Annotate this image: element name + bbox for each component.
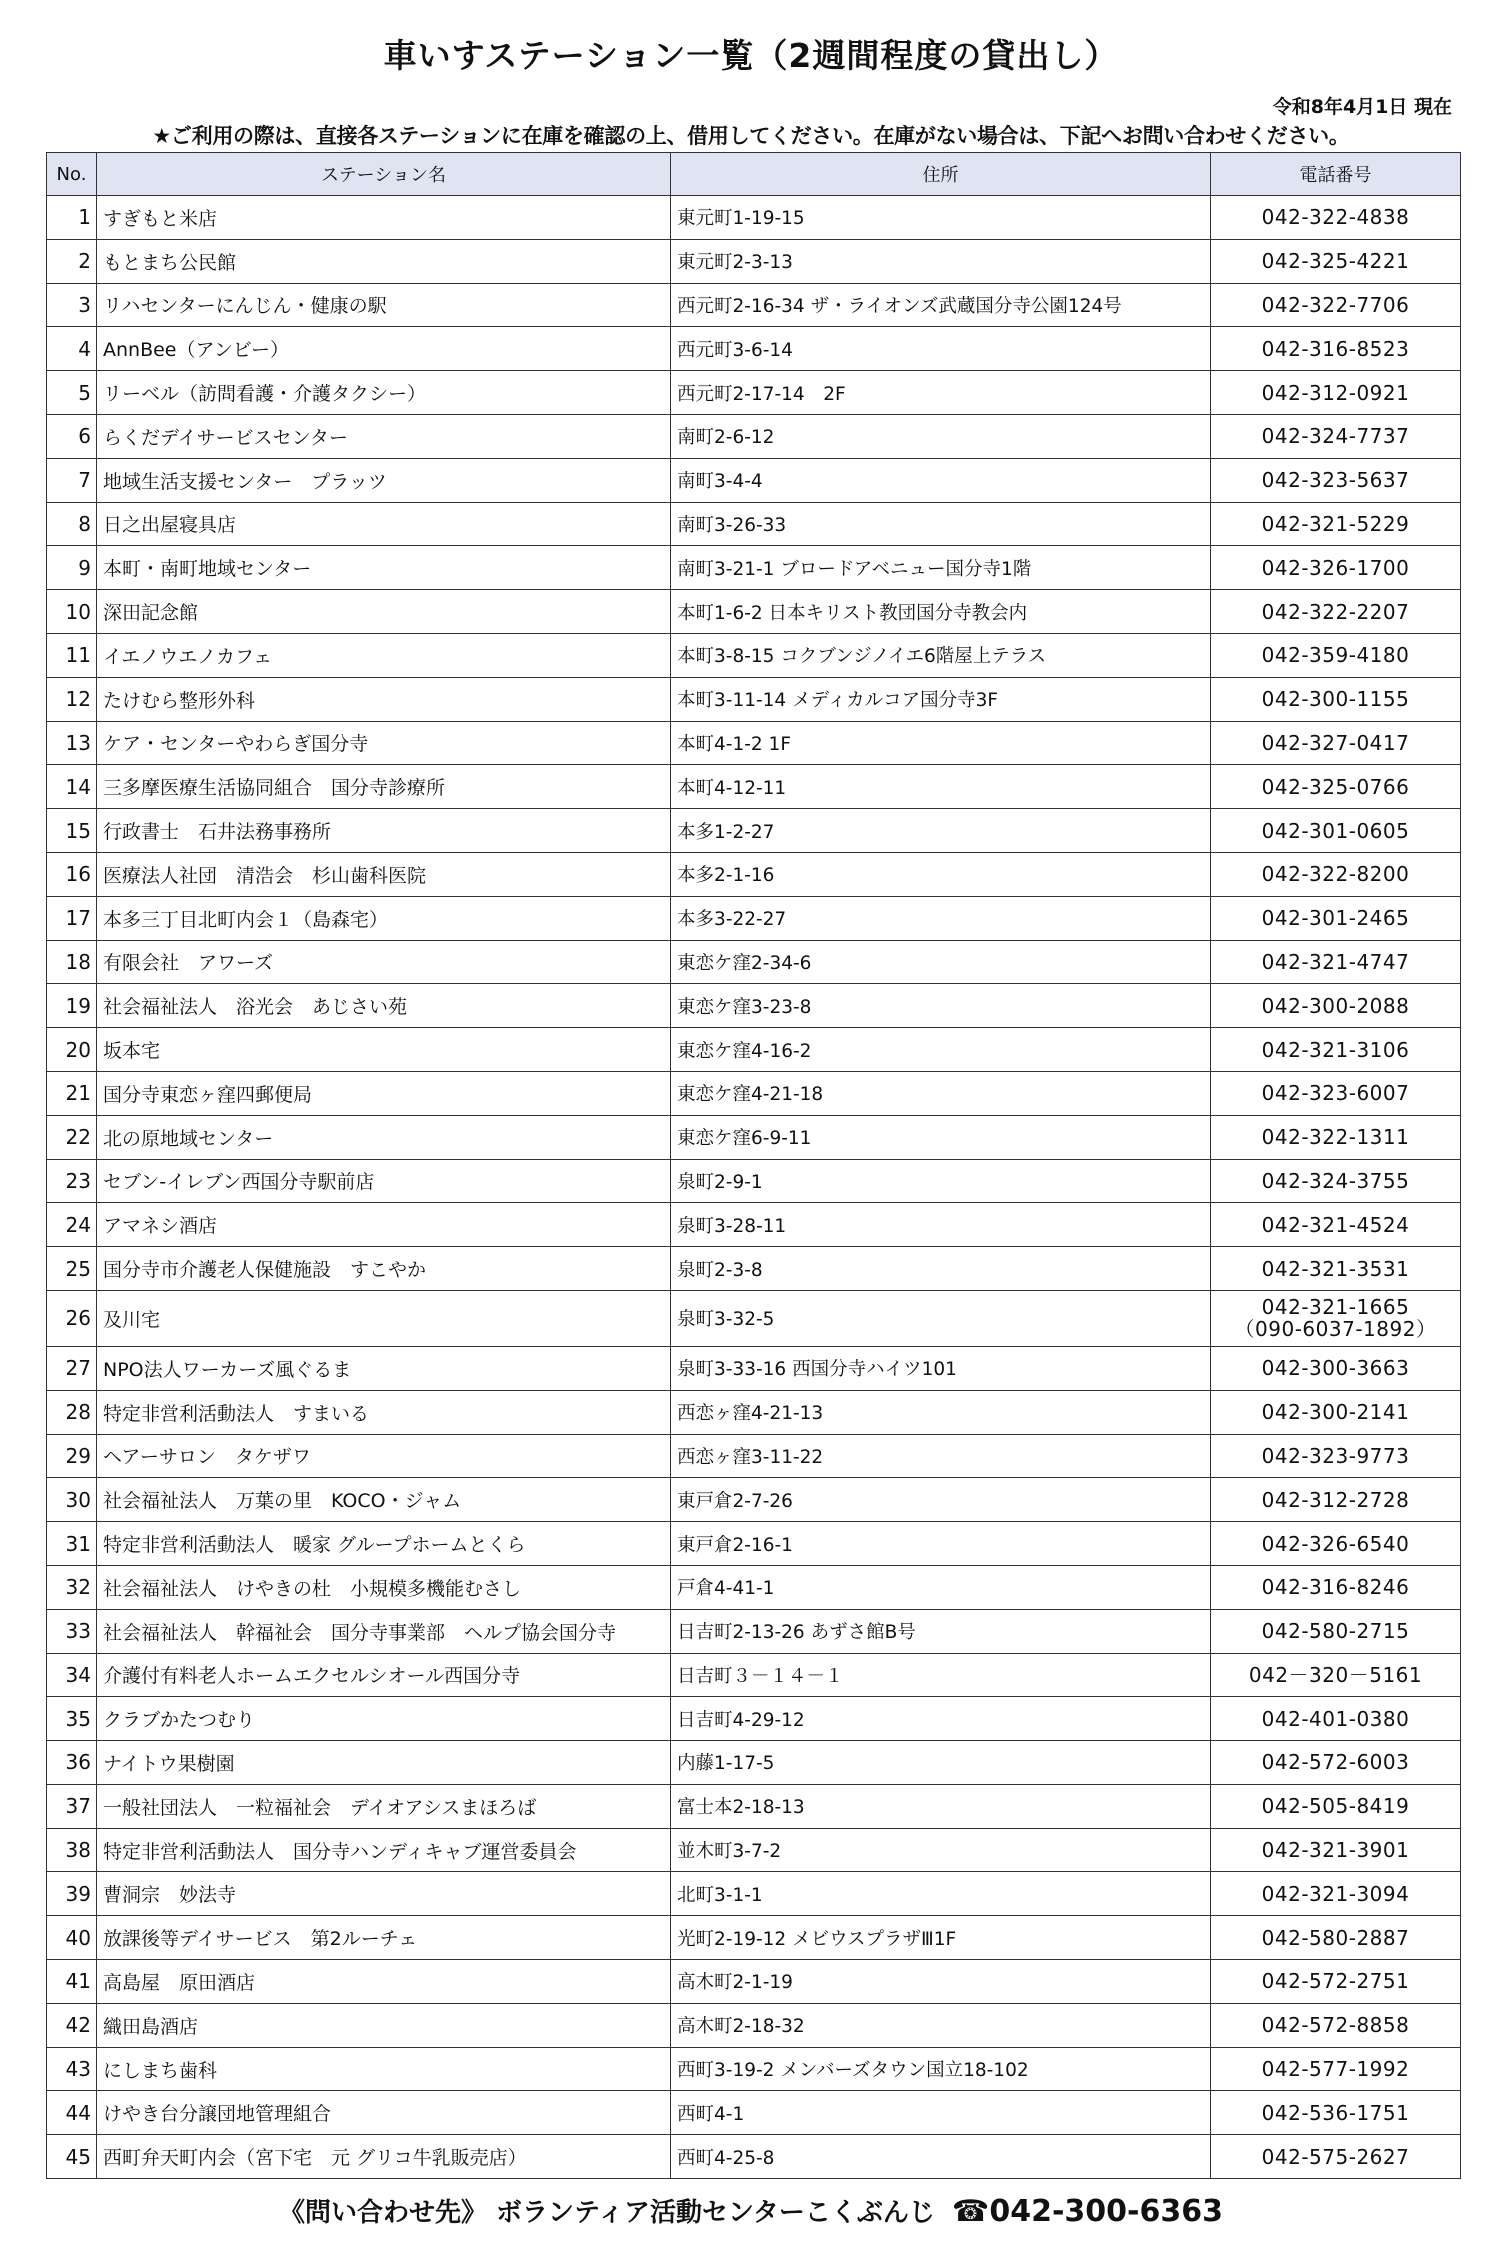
cell-station-name: リハセンターにんじん・健康の駅 xyxy=(97,283,671,327)
cell-phone: 042-300-2088 xyxy=(1211,984,1461,1028)
cell-address: 東恋ケ窪3-23-8 xyxy=(671,984,1211,1028)
contact-label: 《問い合わせ先》 ボランティア活動センターこくぶんじ xyxy=(278,2198,935,2228)
cell-station-name: にしまち歯科 xyxy=(97,2047,671,2091)
cell-address: 東恋ケ窪2-34-6 xyxy=(671,940,1211,984)
cell-station-name: ナイトウ果樹園 xyxy=(97,1741,671,1785)
cell-station-name: 行政書士 石井法務事務所 xyxy=(97,809,671,853)
cell-no: 28 xyxy=(47,1390,97,1434)
cell-no: 38 xyxy=(47,1828,97,1872)
cell-no: 14 xyxy=(47,765,97,809)
cell-station-name: もとまち公民館 xyxy=(97,239,671,283)
cell-phone: 042-505-8419 xyxy=(1211,1784,1461,1828)
cell-phone: 042-324-7737 xyxy=(1211,414,1461,458)
cell-address: 南町3-26-33 xyxy=(671,502,1211,546)
cell-address: 東元町1-19-15 xyxy=(671,196,1211,240)
table-row xyxy=(47,590,1461,634)
cell-address: 北町3-1-1 xyxy=(671,1872,1211,1916)
cell-no: 22 xyxy=(47,1115,97,1159)
cell-phone: 042-321-3106 xyxy=(1211,1028,1461,1072)
cell-station-name: 国分寺市介護老人保健施設 すこやか xyxy=(97,1247,671,1291)
cell-station-name: リーベル（訪問看護・介護タクシー） xyxy=(97,371,671,415)
table-row xyxy=(47,1565,1461,1609)
table-row xyxy=(47,371,1461,415)
table-row xyxy=(47,1609,1461,1653)
cell-station-name: ヘアーサロン タケザワ xyxy=(97,1434,671,1478)
cell-station-name: 深田記念館 xyxy=(97,590,671,634)
table-row xyxy=(47,1916,1461,1960)
cell-no: 12 xyxy=(47,677,97,721)
cell-station-name: 特定非営利活動法人 すまいる xyxy=(97,1390,671,1434)
cell-station-name: 本町・南町地域センター xyxy=(97,546,671,590)
cell-phone: 042－320－5161 xyxy=(1211,1653,1461,1697)
table-row xyxy=(47,414,1461,458)
cell-phone: 042-572-6003 xyxy=(1211,1741,1461,1785)
cell-no: 20 xyxy=(47,1028,97,1072)
table-row xyxy=(47,896,1461,940)
cell-address: 西元町3-6-14 xyxy=(671,327,1211,371)
cell-phone: 042-322-7706 xyxy=(1211,283,1461,327)
cell-address: 高木町2-1-19 xyxy=(671,1960,1211,2004)
cell-phone: 042-323-9773 xyxy=(1211,1434,1461,1478)
cell-no: 3 xyxy=(47,283,97,327)
cell-station-name: たけむら整形外科 xyxy=(97,677,671,721)
table-row xyxy=(47,1741,1461,1785)
cell-station-name: 地域生活支援センター プラッツ xyxy=(97,458,671,502)
table-row xyxy=(47,1828,1461,1872)
cell-address: 泉町2-3-8 xyxy=(671,1247,1211,1291)
cell-address: 西町4-1 xyxy=(671,2091,1211,2135)
cell-no: 41 xyxy=(47,1960,97,2004)
cell-phone: 042-321-4524 xyxy=(1211,1203,1461,1247)
as-of-date: 令和8年4月1日 現在 xyxy=(1272,96,1452,118)
cell-no: 13 xyxy=(47,721,97,765)
cell-address: 本多2-1-16 xyxy=(671,852,1211,896)
table-row xyxy=(47,1653,1461,1697)
cell-address: 西元町2-17-14 2F xyxy=(671,371,1211,415)
table-row xyxy=(47,677,1461,721)
cell-phone: 042-322-1311 xyxy=(1211,1115,1461,1159)
cell-phone: 042-323-5637 xyxy=(1211,458,1461,502)
cell-address: 光町2-19-12 メビウスプラザⅢ1F xyxy=(671,1916,1211,1960)
table-row xyxy=(47,1028,1461,1072)
cell-phone: 042-580-2887 xyxy=(1211,1916,1461,1960)
cell-phone: 042-300-2141 xyxy=(1211,1390,1461,1434)
cell-address: 本町3-8-15 コクブンジノイエ6階屋上テラス xyxy=(671,633,1211,677)
cell-station-name: 西町弁天町内会（宮下宅 元 グリコ牛乳販売店） xyxy=(97,2135,671,2179)
cell-address: 東元町2-3-13 xyxy=(671,239,1211,283)
cell-station-name: 有限会社 アワーズ xyxy=(97,940,671,984)
cell-phone: 042-326-6540 xyxy=(1211,1522,1461,1566)
contact-phone: ☎042-300-6363 xyxy=(951,2194,1223,2229)
table-row xyxy=(47,1159,1461,1203)
cell-no: 40 xyxy=(47,1916,97,1960)
station-table xyxy=(46,152,1461,2179)
table-row xyxy=(47,1071,1461,1115)
cell-no: 42 xyxy=(47,2003,97,2047)
cell-no: 31 xyxy=(47,1522,97,1566)
table-row xyxy=(47,1390,1461,1434)
cell-address: 西恋ヶ窪3-11-22 xyxy=(671,1434,1211,1478)
cell-station-name: アマネシ酒店 xyxy=(97,1203,671,1247)
cell-station-name: 社会福祉法人 万葉の里 KOCO・ジャム xyxy=(97,1478,671,1522)
cell-no: 1 xyxy=(47,196,97,240)
cell-phone: 042-312-2728 xyxy=(1211,1478,1461,1522)
table-row xyxy=(47,2047,1461,2091)
cell-address: 南町3-4-4 xyxy=(671,458,1211,502)
table-row xyxy=(47,1203,1461,1247)
table-row xyxy=(47,546,1461,590)
cell-phone: 042-321-5229 xyxy=(1211,502,1461,546)
cell-station-name: 放課後等デイサービス 第2ルーチェ xyxy=(97,1916,671,1960)
cell-phone: 042-300-1155 xyxy=(1211,677,1461,721)
cell-phone: 042-577-1992 xyxy=(1211,2047,1461,2091)
cell-station-name: クラブかたつむり xyxy=(97,1697,671,1741)
cell-phone: 042-321-3531 xyxy=(1211,1247,1461,1291)
cell-no: 39 xyxy=(47,1872,97,1916)
table-row xyxy=(47,1434,1461,1478)
cell-station-name: 一般社団法人 一粒福祉会 デイオアシスまほろば xyxy=(97,1784,671,1828)
column-header-no: No. xyxy=(47,153,97,196)
cell-no: 23 xyxy=(47,1159,97,1203)
cell-address: 本町1-6-2 日本キリスト教団国分寺教会内 xyxy=(671,590,1211,634)
cell-station-name: 介護付有料老人ホームエクセルシオール西国分寺 xyxy=(97,1653,671,1697)
cell-phone: 042-572-8858 xyxy=(1211,2003,1461,2047)
cell-phone: 042-322-4838 xyxy=(1211,196,1461,240)
cell-no: 9 xyxy=(47,546,97,590)
table-row xyxy=(47,327,1461,371)
table-row xyxy=(47,239,1461,283)
cell-address: 日吉町2-13-26 あずさ館B号 xyxy=(671,1609,1211,1653)
cell-phone: 042-325-4221 xyxy=(1211,239,1461,283)
cell-station-name: けやき台分譲団地管理組合 xyxy=(97,2091,671,2135)
cell-address: 高木町2-18-32 xyxy=(671,2003,1211,2047)
cell-address: 日吉町4-29-12 xyxy=(671,1697,1211,1741)
cell-phone: 042-401-0380 xyxy=(1211,1697,1461,1741)
cell-no: 2 xyxy=(47,239,97,283)
cell-phone: 042-322-8200 xyxy=(1211,852,1461,896)
cell-no: 8 xyxy=(47,502,97,546)
cell-address: 東恋ケ窪4-16-2 xyxy=(671,1028,1211,1072)
cell-phone xyxy=(1211,1290,1461,1346)
cell-address: 並木町3-7-2 xyxy=(671,1828,1211,1872)
cell-address: 西町3-19-2 メンバーズタウン国立18-102 xyxy=(671,2047,1211,2091)
cell-address: 内藤1-17-5 xyxy=(671,1741,1211,1785)
cell-station-name: AnnBee（アンビー） xyxy=(97,327,671,371)
cell-phone: 042-301-0605 xyxy=(1211,809,1461,853)
cell-no: 4 xyxy=(47,327,97,371)
cell-phone: 042-324-3755 xyxy=(1211,1159,1461,1203)
cell-address: 東恋ケ窪4-21-18 xyxy=(671,1071,1211,1115)
cell-phone: 042-300-3663 xyxy=(1211,1346,1461,1390)
cell-address: 東戸倉2-7-26 xyxy=(671,1478,1211,1522)
cell-no: 7 xyxy=(47,458,97,502)
cell-address: 本多1-2-27 xyxy=(671,809,1211,853)
table-row xyxy=(47,196,1461,240)
cell-no: 36 xyxy=(47,1741,97,1785)
cell-phone: 042-580-2715 xyxy=(1211,1609,1461,1653)
cell-phone: 042-321-4747 xyxy=(1211,940,1461,984)
cell-station-name: 国分寺東恋ヶ窪四郵便局 xyxy=(97,1071,671,1115)
cell-phone: 042-316-8246 xyxy=(1211,1565,1461,1609)
table-row xyxy=(47,1697,1461,1741)
table-row xyxy=(47,1872,1461,1916)
cell-no: 45 xyxy=(47,2135,97,2179)
table-row xyxy=(47,633,1461,677)
cell-phone: 042-316-8523 xyxy=(1211,327,1461,371)
contact-footer xyxy=(0,2192,1502,2229)
cell-no: 15 xyxy=(47,809,97,853)
cell-no: 25 xyxy=(47,1247,97,1291)
cell-station-name: 社会福祉法人 幹福祉会 国分寺事業部 ヘルプ協会国分寺 xyxy=(97,1609,671,1653)
cell-no: 6 xyxy=(47,414,97,458)
cell-station-name: ケア・センターやわらぎ国分寺 xyxy=(97,721,671,765)
cell-station-name: 織田島酒店 xyxy=(97,2003,671,2047)
cell-phone: 042-536-1751 xyxy=(1211,2091,1461,2135)
table-row xyxy=(47,721,1461,765)
cell-address: 西町4-25-8 xyxy=(671,2135,1211,2179)
cell-no: 10 xyxy=(47,590,97,634)
cell-no: 33 xyxy=(47,1609,97,1653)
cell-address: 東恋ケ窪6-9-11 xyxy=(671,1115,1211,1159)
cell-no: 37 xyxy=(47,1784,97,1828)
table-row xyxy=(47,1522,1461,1566)
cell-phone: 042-323-6007 xyxy=(1211,1071,1461,1115)
cell-phone: 042-321-3094 xyxy=(1211,1872,1461,1916)
cell-address: 泉町3-28-11 xyxy=(671,1203,1211,1247)
cell-no: 18 xyxy=(47,940,97,984)
cell-no: 27 xyxy=(47,1346,97,1390)
cell-station-name: セブン-イレブン西国分寺駅前店 xyxy=(97,1159,671,1203)
cell-address: 本町3-11-14 メディカルコア国分寺3F xyxy=(671,677,1211,721)
cell-station-name: すぎもと米店 xyxy=(97,196,671,240)
cell-address: 本町4-12-11 xyxy=(671,765,1211,809)
cell-no: 11 xyxy=(47,633,97,677)
table-row xyxy=(47,940,1461,984)
table-row xyxy=(47,765,1461,809)
table-row xyxy=(47,809,1461,853)
column-header-address: 住所 xyxy=(671,153,1211,196)
table-row xyxy=(47,502,1461,546)
cell-station-name: 三多摩医療生活協同組合 国分寺診療所 xyxy=(97,765,671,809)
cell-station-name: らくだデイサービスセンター xyxy=(97,414,671,458)
phone-secondary: （090-6037-1892） xyxy=(1234,1317,1437,1342)
table-header-row xyxy=(47,153,1461,196)
cell-no: 17 xyxy=(47,896,97,940)
cell-station-name: 及川宅 xyxy=(97,1290,671,1346)
cell-address: 戸倉4-41-1 xyxy=(671,1565,1211,1609)
cell-address: 西元町2-16-34 ザ・ライオンズ武蔵国分寺公園124号 xyxy=(671,283,1211,327)
cell-phone: 042-301-2465 xyxy=(1211,896,1461,940)
table-row xyxy=(47,1290,1461,1346)
table-row xyxy=(47,1478,1461,1522)
usage-notice: ★ご利用の際は、直接各ステーションに在庫を確認の上、借用してください。在庫がない場合は、下記へお問い合わせください。 xyxy=(152,124,1350,148)
cell-station-name: 医療法人社団 清浩会 杉山歯科医院 xyxy=(97,852,671,896)
cell-address: 富士本2-18-13 xyxy=(671,1784,1211,1828)
cell-no: 34 xyxy=(47,1653,97,1697)
cell-no: 44 xyxy=(47,2091,97,2135)
cell-no: 21 xyxy=(47,1071,97,1115)
table-row xyxy=(47,1784,1461,1828)
cell-no: 35 xyxy=(47,1697,97,1741)
cell-phone: 042-359-4180 xyxy=(1211,633,1461,677)
cell-address: 本多3-22-27 xyxy=(671,896,1211,940)
cell-station-name: 社会福祉法人 浴光会 あじさい苑 xyxy=(97,984,671,1028)
cell-address: 南町2-6-12 xyxy=(671,414,1211,458)
cell-address: 泉町3-32-5 xyxy=(671,1290,1211,1346)
table-row xyxy=(47,2091,1461,2135)
cell-station-name: 特定非営利活動法人 暖家 グループホームとくら xyxy=(97,1522,671,1566)
table-row xyxy=(47,458,1461,502)
cell-phone: 042-327-0417 xyxy=(1211,721,1461,765)
cell-phone: 042-312-0921 xyxy=(1211,371,1461,415)
cell-no: 24 xyxy=(47,1203,97,1247)
table-row xyxy=(47,1247,1461,1291)
cell-station-name: 高島屋 原田酒店 xyxy=(97,1960,671,2004)
column-header-phone: 電話番号 xyxy=(1211,153,1461,196)
cell-address: 泉町2-9-1 xyxy=(671,1159,1211,1203)
cell-phone: 042-321-3901 xyxy=(1211,1828,1461,1872)
cell-phone: 042-326-1700 xyxy=(1211,546,1461,590)
cell-no: 30 xyxy=(47,1478,97,1522)
table-row xyxy=(47,1115,1461,1159)
cell-no: 29 xyxy=(47,1434,97,1478)
cell-station-name: NPO法人ワーカーズ風ぐるま xyxy=(97,1346,671,1390)
page-title: 車いすステーション一覧（2週間程度の貸出し） xyxy=(383,36,1119,75)
cell-station-name: イエノウエノカフェ xyxy=(97,633,671,677)
table-row xyxy=(47,283,1461,327)
cell-address: 西恋ヶ窪4-21-13 xyxy=(671,1390,1211,1434)
cell-station-name: 曹洞宗 妙法寺 xyxy=(97,1872,671,1916)
cell-phone: 042-572-2751 xyxy=(1211,1960,1461,2004)
cell-no: 19 xyxy=(47,984,97,1028)
cell-address: 東戸倉2-16-1 xyxy=(671,1522,1211,1566)
cell-address: 本町4-1-2 1F xyxy=(671,721,1211,765)
cell-address: 南町3-21-1 ブロードアベニュー国分寺1階 xyxy=(671,546,1211,590)
table-row xyxy=(47,2003,1461,2047)
table-row xyxy=(47,852,1461,896)
cell-station-name: 日之出屋寝具店 xyxy=(97,502,671,546)
cell-station-name: 社会福祉法人 けやきの杜 小規模多機能むさし xyxy=(97,1565,671,1609)
cell-address: 泉町3-33-16 西国分寺ハイツ101 xyxy=(671,1346,1211,1390)
table-row xyxy=(47,984,1461,1028)
table-row xyxy=(47,1346,1461,1390)
cell-phone: 042-575-2627 xyxy=(1211,2135,1461,2179)
cell-no: 32 xyxy=(47,1565,97,1609)
table-row xyxy=(47,1960,1461,2004)
cell-no: 26 xyxy=(47,1290,97,1346)
cell-no: 16 xyxy=(47,852,97,896)
cell-station-name: 北の原地域センター xyxy=(97,1115,671,1159)
cell-phone: 042-322-2207 xyxy=(1211,590,1461,634)
cell-phone: 042-325-0766 xyxy=(1211,765,1461,809)
cell-no: 5 xyxy=(47,371,97,415)
cell-no: 43 xyxy=(47,2047,97,2091)
cell-address: 日吉町３－１４－１ xyxy=(671,1653,1211,1697)
cell-station-name: 本多三丁目北町内会１（島森宅） xyxy=(97,896,671,940)
phone-primary: 042-321-1665 xyxy=(1261,1295,1410,1320)
table-row xyxy=(47,2135,1461,2179)
cell-station-name: 坂本宅 xyxy=(97,1028,671,1072)
column-header-name: ステーション名 xyxy=(97,153,671,196)
cell-station-name: 特定非営利活動法人 国分寺ハンディキャブ運営委員会 xyxy=(97,1828,671,1872)
